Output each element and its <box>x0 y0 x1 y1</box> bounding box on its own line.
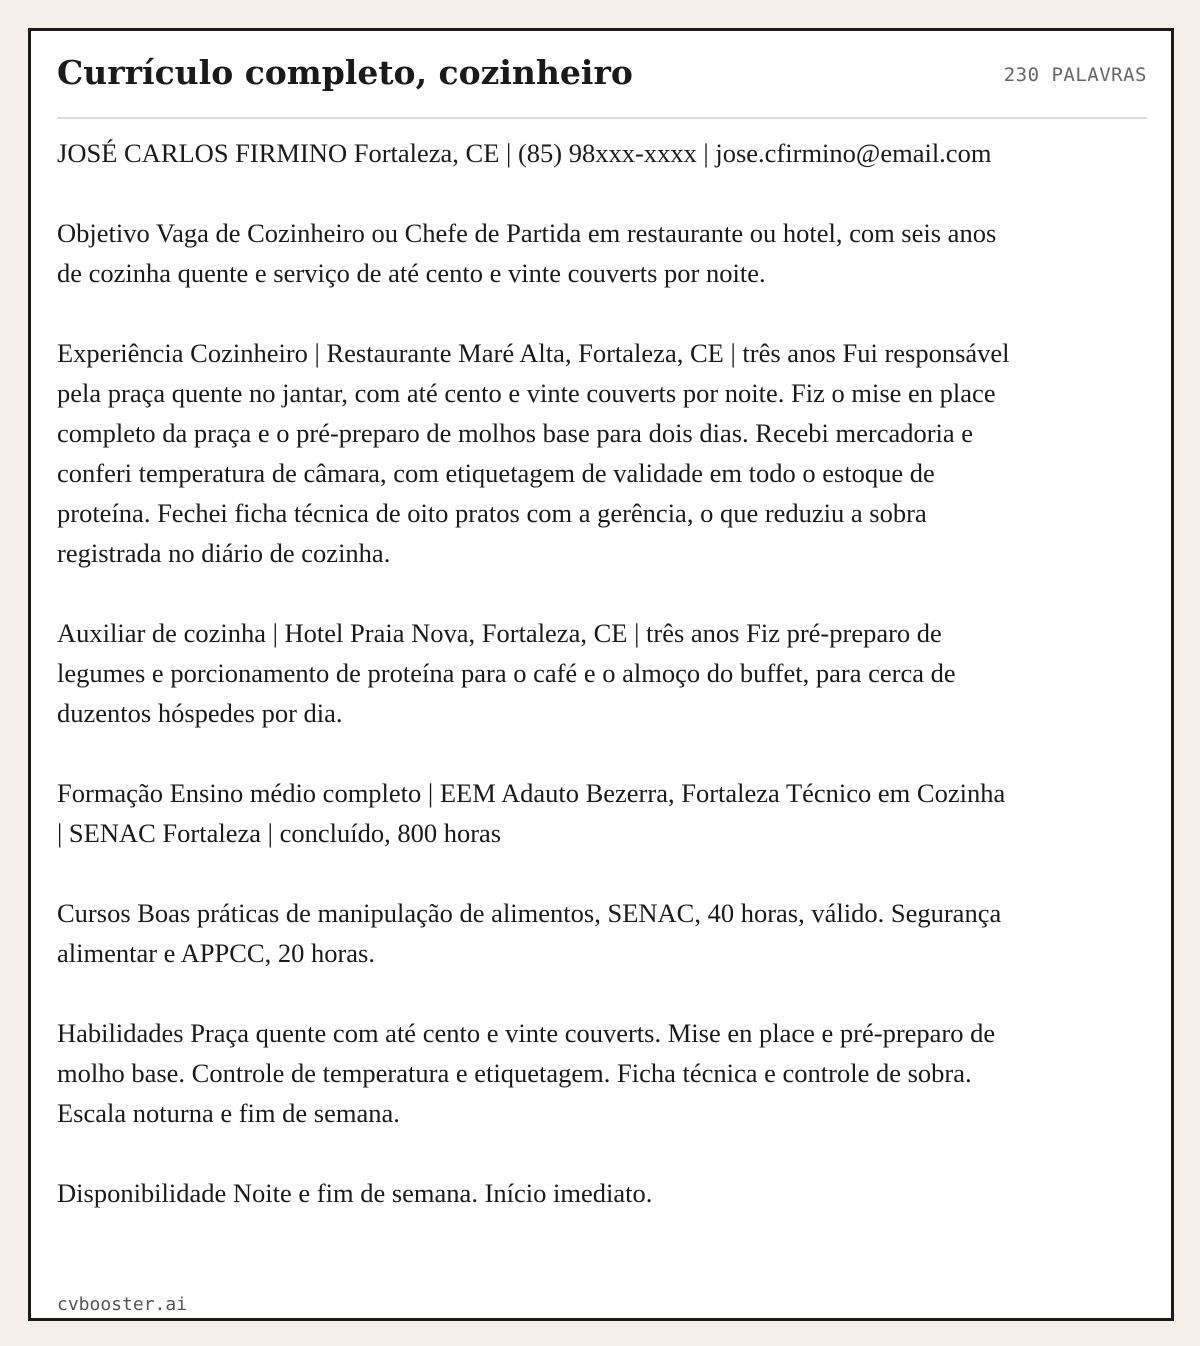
courses-paragraph: Cursos Boas práticas de manipulação de alimentos, SENAC, 40 horas, válido. Segurança alimentar e APPCC, 20 horas. <box>57 898 1002 968</box>
document-title: Currículo completo, cozinheiro <box>57 53 633 92</box>
experience-paragraph-1: Experiência Cozinheiro | Restaurante Maré Alta, Fortaleza, CE | três anos Fui responsável pela praça quente no jantar, com até cento e vinte couverts por noite. Fiz o mise en place completo da praça e o pré-preparo de molhos base para dois dias. Recebi mercadoria e conferi temperatura de câmara, com etiquetagem de validade em todo o estoque de proteína. Fechei ficha técnica de oito pratos com a gerência, o que reduziu a sobra registrada no diário de cozinha. <box>57 338 1010 568</box>
document-header <box>57 31 1147 119</box>
footer-brand: cvbooster.ai <box>57 1294 188 1315</box>
skills-paragraph: Habilidades Praça quente com até cento e vinte couverts. Mise en place e pré-preparo de molho base. Controle de temperatura e etiquetagem. Ficha técnica e controle de sobra. Escala noturna e fim de semana. <box>57 1018 996 1128</box>
resume-card <box>28 28 1174 1321</box>
experience-paragraph-2: Auxiliar de cozinha | Hotel Praia Nova, Fortaleza, CE | três anos Fiz pré-preparo de legumes e porcionamento de proteína para o café e o almoço do buffet, para cerca de duzentos hóspedes por dia. <box>57 618 956 728</box>
availability-paragraph: Disponibilidade Noite e fim de semana. Início imediato. <box>57 1178 653 1208</box>
word-count-label: 230 PALAVRAS <box>1003 64 1147 86</box>
education-paragraph: Formação Ensino médio completo | EEM Adauto Bezerra, Fortaleza Técnico em Cozinha | SENAC Fortaleza | concluído, 800 horas <box>57 778 1006 848</box>
contact-paragraph: JOSÉ CARLOS FIRMINO Fortaleza, CE | (85) 98xxx-xxxx | jose.cfirmino@email.com <box>57 138 992 168</box>
objective-paragraph: Objetivo Vaga de Cozinheiro ou Chefe de Partida em restaurante ou hotel, com seis anos de cozinha quente e serviço de até cento e vinte couverts por noite. <box>57 218 997 288</box>
resume-body <box>57 133 1012 1213</box>
